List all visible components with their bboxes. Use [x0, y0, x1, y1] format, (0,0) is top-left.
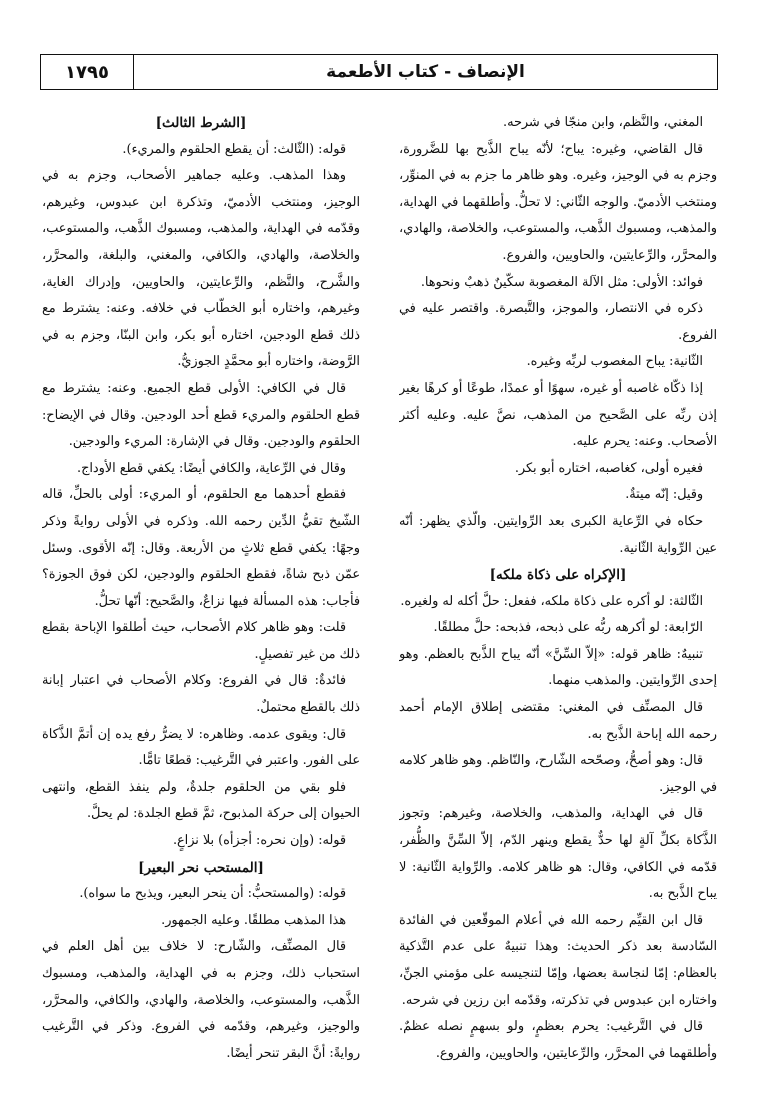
section-heading: [الإكراه على ذكاة ملكه]: [489, 567, 627, 584]
paragraph: وقيل: إنّه ميتةٌ.: [625, 487, 703, 503]
paragraph: قوله: (والمستحبُّ: أن ينحر البعير، ويذبح ما سواه).: [79, 886, 346, 902]
paragraph: قال: ويقوى عدمه. وظاهره: لا يضرُّ رفع يده إن أتمَّ الذَّكاة على الفور. واعتبر في التَّرغيب: قطعًا تامًّا.: [42, 726, 360, 769]
section-heading: [المستحب نحر البعير]: [138, 859, 264, 876]
paragraph: قوله: (وإن نحره: أجزأه) بلا نزاعٍ.: [172, 833, 346, 849]
paragraph: فقطع أحدهما مع الحلقوم، أو المريء: أولى بالحلِّ، قاله الشّيخ تقيُّ الدِّين رحمه الله. وذكره في الأولى روايةً وذكر وجهًا: يكفي قطع ثلاثٍ من الأربعة. وقال: إنّه الأقوى. وسئل عمّن ذبح شاةً، فقطع الحلقوم والودجين، لكن فوق الجوزة؟ فأجاب: هذه المسألة فيها نزاعٌ، والصَّحيح: أنّها تحلُّ.: [42, 487, 360, 609]
left-text-column: [42, 110, 360, 1085]
paragraph: قلت: وهو ظاهر كلام الأصحاب، حيث أطلقوا الإباحة بقطع ذلك من غير تفصيلٍ.: [42, 620, 360, 662]
paragraph: قال: وهو أصحُّ، وصحّحه الشّارح، والنّاظم. وهو ظاهر كلامه في الوجيز.: [399, 753, 717, 795]
paragraph: فائدةٌ: قال في الفروع: وكلام الأصحاب في اعتبار إبانة ذلك بالقطع محتملٌ.: [42, 673, 360, 716]
paragraph: قال ابن القيِّم رحمه الله في أعلام الموقّعين في الفائدة السّادسة بعد ذكر الحديث: وهذا تنبيهٌ على عدم التَّذكية بالعظام: إمّا لنجاسة بعضها، وإمّا لتنجيسه على مؤمني الجنِّ، واختاره ابن عبدوس في تذكرته، وقدّمه ابن رزين في شرحه.: [399, 912, 717, 1008]
paragraph: فغيره أولى، كغاصبه، اختاره أبو بكر.: [514, 460, 703, 476]
paragraph: قال في الهداية، والمذهب، والخلاصة، وغيرهم: وتجوز الذَّكاة بكلِّ آلةٍ لها حدٌّ يقطع وينهر الدّم، إلاّ السِّنَّ والظُّفر، قدّمه في الكافي، وقال: هو ظاهر كلامه. والرِّواية الثّانية: لا يباح الذَّبح به.: [399, 806, 717, 902]
paragraph: ذكره في الانتصار، والموجز، والتَّبصرة. واقتصر عليه في الفروع.: [399, 301, 717, 343]
paragraph: وقال في الرِّعاية، والكافي أيضًا: يكفي قطع الأوداج.: [77, 460, 346, 476]
paragraph: قال المصنِّف، والشّارح: لا خلاف بين أهل العلم في استحباب ذلك، وجزم به في الهداية، والمذهب، ومسبوك الذَّهب، والمستوعب، والخلاصة، والهادي، والكافي، والمحرَّر، والوجيز، وغيرهم، وقدّمه في الفروع. وذكر في التَّرغيب روايةً: أنَّ البقر تنحر أيضًا.: [42, 939, 360, 1061]
section-heading: [الشرط الثالث]: [155, 115, 247, 131]
paragraph: الرّابعة: لو أكرهه ربُّه على ذبحه، فذبحه: حلَّ مطلقًا.: [433, 620, 703, 636]
page-header: [40, 54, 718, 90]
paragraph: فلو بقي من الحلقوم جلدةٌ، ولم ينفذ القطع، وانتهى الحيوان إلى حركة المذبوح، ثمَّ قطع الجلدة: لم يحلَّ.: [42, 779, 360, 822]
paragraph: قوله: (الثّالث: أن يقطع الحلقوم والمريء).: [122, 141, 346, 157]
page-number: ١٧٩٥: [41, 55, 134, 89]
paragraph: المغني، والنَّظم، وابن منجّا في شرحه.: [503, 115, 703, 130]
paragraph: تنبيهٌ: ظاهر قوله: «إلاّ السِّنَّ» أنّه يباح الذَّبح بالعظم. وهو إحدى الرِّوايتين. والمذهب منهما.: [399, 646, 717, 689]
paragraph: الثّالثة: لو أكره على ذكاة ملكه، ففعل: حلَّ أكله له ولغيره.: [400, 593, 703, 609]
paragraph: قال القاضي، وغيره: يباح؛ لأنّه يباح الذَّبح بها للضَّرورة، وجزم به في الوجيز، وغيره. وهو ظاهر ما جزم به في المنوِّر، ومنتخب الأدميّ. والوجه الثّاني: لا تحلُّ. وأطلقهما في الهداية، والمذهب، ومسبوك الذَّهب، والمستوعب، والخلاصة، والهادي، والمحرَّر، والرِّعايتين، والحاويين، والفروع.: [399, 141, 717, 263]
paragraph: فوائد: الأولى: مثل الآلة المغصوبة سكّينٌ ذهبٌ ونحوها.: [420, 274, 703, 290]
paragraph: إذا ذكّاه غاصبه أو غيره، سهوًا أو عمدًا، طوعًا أو كرهًا بغير إذن ربِّه على الصَّحيح من المذهب، نصَّ عليه. وعليه أكثر الأصحاب. وعنه: يحرم عليه.: [399, 380, 717, 450]
paragraph: قال في الكافي: الأولى قطع الجميع. وعنه: يشترط مع قطع الحلقوم والمريء قطع أحد الودجين. وقال في الإيضاح: الحلقوم والودجين. وقال في الإشارة: المريء والودجين.: [42, 380, 360, 450]
paragraph: قال المصنِّف في المغني: مقتضى إطلاق الإمام أحمد رحمه الله إباحة الذَّبح به.: [399, 700, 717, 742]
paragraph: قال في التَّرغيب: يحرم بعظمٍ، ولو بسهمٍ نصله عظمٌ. وأطلقهما في المحرَّر، والرِّعايتين، والحاويين، والفروع.: [399, 1019, 717, 1061]
paragraph: هذا المذهب مطلقًا. وعليه الجمهور.: [161, 912, 346, 928]
paragraph: الثّانية: يباح المغصوب لربِّه وغيره.: [526, 354, 703, 370]
running-title: الإنصاف - كتاب الأطعمة: [326, 62, 525, 82]
paragraph: حكاه في الرِّعاية الكبرى بعد الرِّوايتين. والّذي يظهر: أنّه عين الرِّواية الثّانية.: [399, 513, 717, 556]
right-text-column: [399, 110, 717, 1085]
paragraph: وهذا المذهب. وعليه جماهير الأصحاب، وجزم به في الوجيز، ومنتخب الأدميّ، وتذكرة ابن عبدوس، وغيرهم، وقدّمه في الهداية، والمذهب، ومسبوك الذَّهب، والمستوعب، والخلاصة، والهادي، والكافي، والمغني، والبلغة، والمحرَّر، والشَّرح، والنَّظم، والرِّعايتين، والحاويين، وإدراك الغاية، وغيرهم، واختاره أبو الخطّاب في خلافه. وعنه: يشترط مع ذلك قطع الودجين، اختاره أبو بكر، وابن البنّا، وجزم به في الرَّوضة، واختاره أبو محمَّدٍ الجوزيُّ.: [42, 168, 360, 370]
